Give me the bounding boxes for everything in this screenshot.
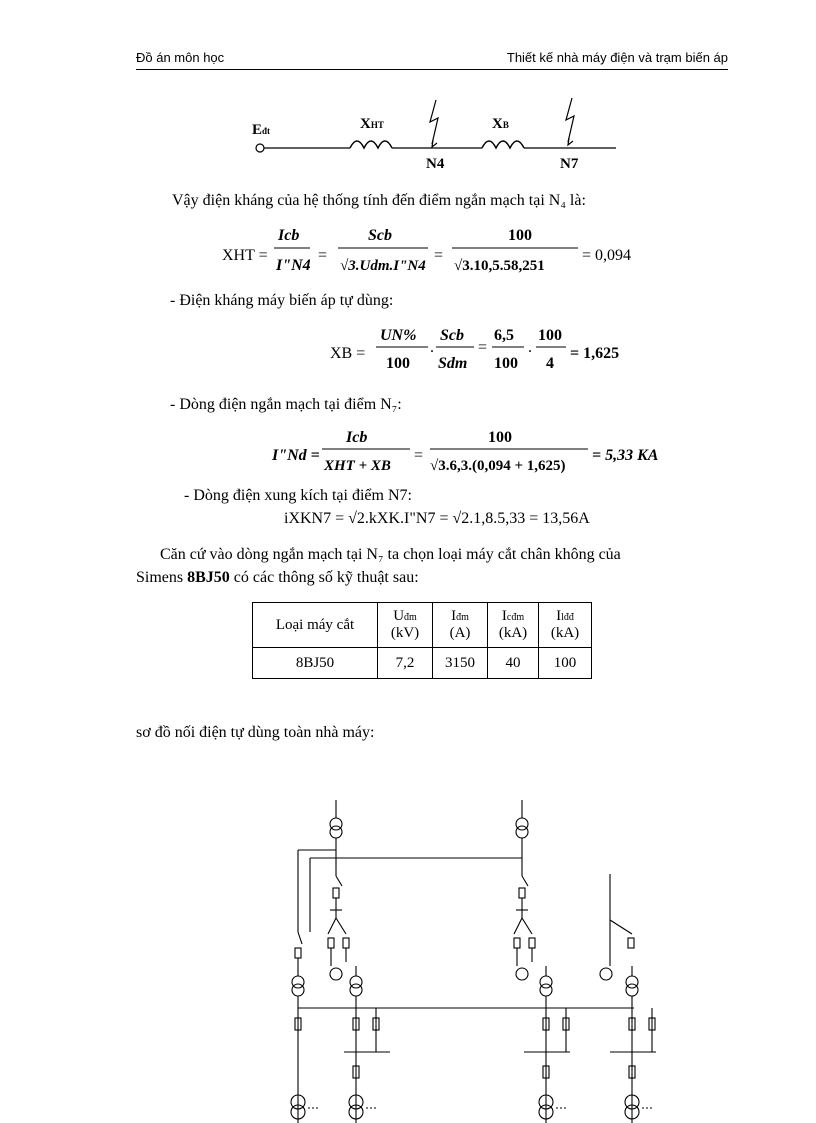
paragraph-4: - Dòng điện xung kích tại điểm N7: [184, 487, 412, 504]
main-transformer-left [330, 800, 342, 858]
eq3-lhs: I"Nd = [272, 447, 320, 464]
svg-text:=: = [434, 247, 444, 264]
eq1-f3-den: √3.10,5.58,251 [454, 258, 545, 274]
paragraph-6: sơ đồ nối điện tự dùng toàn nhà máy: [136, 724, 375, 741]
eq2-f1-den: 100 [386, 355, 410, 372]
paragraph-5-line1: Căn cứ vào dòng ngắn mạch tại N₇ ta chọn loại máy cắt chân không của [160, 546, 621, 563]
eq1-f2-den: √3.Udm.I"N4 [340, 258, 426, 274]
eq2-f2-den: Sdm [438, 355, 468, 372]
table-cell: 3150 [433, 648, 488, 679]
header-cell: Iđm (A) [433, 603, 488, 648]
svg-text:=: = [478, 339, 488, 356]
fault-arrow-n4 [430, 100, 438, 144]
eq1-result: = 0,094 [582, 247, 632, 264]
table-cell: 40 [488, 648, 539, 679]
source-label: Eđt [252, 122, 271, 138]
eq1-f1-num: Icb [278, 227, 300, 244]
eq3-f2-num: 100 [488, 429, 512, 446]
svg-text:=: = [414, 447, 424, 464]
main-transformer-right [516, 800, 528, 858]
table-cell: 100 [539, 648, 592, 679]
equation-xht [218, 218, 658, 284]
equation-ind [270, 420, 690, 482]
eq2-lhs: XB = [330, 345, 366, 362]
eq3-result: = 5,33 KA [592, 447, 659, 464]
table-cell: 8BJ50 [253, 648, 378, 679]
eq2-f2-num: Scb [440, 327, 464, 344]
station-service-diagram [270, 790, 670, 1123]
paragraph-1: Vậy điện kháng của hệ thống tính đến điểm ngắn mạch tại N₄ là: [172, 192, 586, 209]
header-left: Đồ án môn học [136, 50, 225, 65]
header-cell: Uđm (kV) [378, 603, 433, 648]
equation-ixk: iXKN7 = √2.kXK.I"N7 = √2.1,8.5,33 = 13,56A [284, 510, 590, 527]
fault-arrow-n7 [566, 98, 574, 142]
eq1-f1-den: I"N4 [276, 257, 311, 274]
header-divider [136, 69, 728, 70]
header-cell: Ilđđ (kA) [539, 603, 592, 648]
eq2-f1-num: UN% [380, 327, 417, 344]
generator-branch-third [600, 874, 634, 980]
header-cell: Icđm (kA) [488, 603, 539, 648]
svg-text:.: . [430, 339, 434, 356]
source-terminal [256, 144, 264, 152]
eq2-f4-num: 100 [538, 327, 562, 344]
eq3-f2-den: √3.6,3.(0,094 + 1,625) [430, 458, 566, 474]
eq1-f2-num: Scb [368, 227, 392, 244]
xht-label: XHT [360, 116, 384, 132]
table-header-row [253, 603, 592, 648]
xht-inductor [350, 141, 392, 148]
eq2-f3-num: 6,5 [494, 327, 514, 344]
paragraph-2: - Điện kháng máy biến áp tự dùng: [170, 292, 394, 309]
svg-text:=: = [318, 247, 328, 264]
generator-branch-left [328, 858, 349, 980]
eq3-f1-den: XHT + XB [324, 458, 391, 474]
eq1-lhs: XHT = [222, 247, 268, 264]
table-cell: 7,2 [378, 648, 433, 679]
paragraph-3: - Dòng điện ngắn mạch tại điểm N₇: [170, 396, 402, 413]
eq3-f1-num: Icb [346, 429, 368, 446]
eq2-f4-den: 4 [546, 355, 554, 372]
equation-xb [328, 318, 638, 380]
n4-label: N4 [426, 156, 445, 172]
eq2-result: = 1,625 [570, 345, 620, 362]
header-cell: Loại máy cắt [253, 603, 378, 648]
eq1-f3-num: 100 [508, 227, 532, 244]
svg-text:.: . [528, 339, 532, 356]
generator-branch-right [514, 858, 535, 980]
n7-label: N7 [560, 156, 579, 172]
paragraph-5-line2: Simens 8BJ50 có các thông số kỹ thuật sau: [136, 569, 419, 586]
equivalent-circuit [240, 90, 630, 180]
breaker-spec-table [252, 602, 592, 679]
xb-label: XB [492, 116, 509, 132]
header-right: Thiết kế nhà máy điện và trạm biến áp [506, 50, 728, 65]
table-row [253, 648, 592, 679]
xb-inductor [482, 141, 524, 148]
eq2-f3-den: 100 [494, 355, 518, 372]
